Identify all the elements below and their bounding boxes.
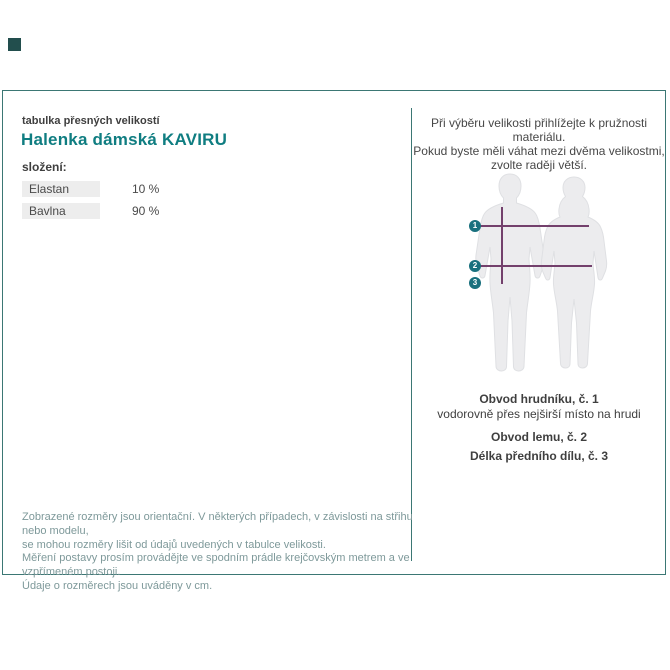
measure-label-front-length: Délka předního dílu, č. 3	[469, 449, 609, 463]
measure-label-chest-note: vodorovně přes nejširší místo na hrudi	[437, 407, 641, 421]
material-name-cell: Elastan	[22, 181, 100, 197]
measure-point-badge-1: 1	[469, 220, 481, 232]
disclaimer-line: se mohou rozměry lišit od údajů uvedených v tabulce velikosti.	[22, 538, 326, 551]
composition-row	[22, 181, 159, 197]
hem-measure-line	[476, 265, 592, 267]
advice-line: Pokud byste měli váhat mezi dvěma velikostmi,	[413, 144, 665, 158]
disclaimer-line: Zobrazené rozměry jsou orientační. V některých případech, v závislosti na střihu nebo modelu,	[22, 511, 413, 537]
male-silhouette	[476, 174, 544, 371]
chest-measure-line	[476, 225, 589, 227]
measure-label-chest: Obvod hrudníku, č. 1	[479, 392, 599, 406]
body-silhouettes-figure	[455, 171, 625, 376]
measure-label-hem: Obvod lemu, č. 2	[490, 430, 588, 444]
measure-point-badge-3: 3	[469, 277, 481, 289]
advice-line: Při výběru velikosti přihlížejte k pružnosti materiálu.	[430, 116, 648, 144]
material-percent-value: 90 %	[132, 204, 160, 218]
material-percent-value: 10 %	[132, 182, 160, 196]
product-title: Halenka dámská KAVIRU	[21, 130, 228, 149]
material-name-cell: Bavlna	[22, 203, 100, 219]
measurement-disclaimer	[22, 511, 422, 594]
panel-divider	[411, 108, 412, 561]
advice-line: zvolte raději větší.	[490, 158, 588, 172]
female-silhouette	[541, 177, 606, 368]
composition-row	[22, 203, 159, 219]
sizing-advice-text	[412, 116, 666, 172]
table-eyebrow-label: tabulka přesných velikostí	[22, 115, 160, 127]
front-length-measure-line	[501, 207, 503, 284]
disclaimer-line: Měření postavy prosím provádějte ve spodním prádle krejčovským metrem a ve vzpřímeném postoji.	[22, 552, 410, 579]
brand-square-mark	[8, 38, 21, 51]
measure-point-badge-2: 2	[469, 260, 481, 272]
disclaimer-line: Údaje o rozměrech jsou uváděny v cm.	[22, 579, 213, 592]
composition-heading: složení:	[22, 160, 67, 174]
